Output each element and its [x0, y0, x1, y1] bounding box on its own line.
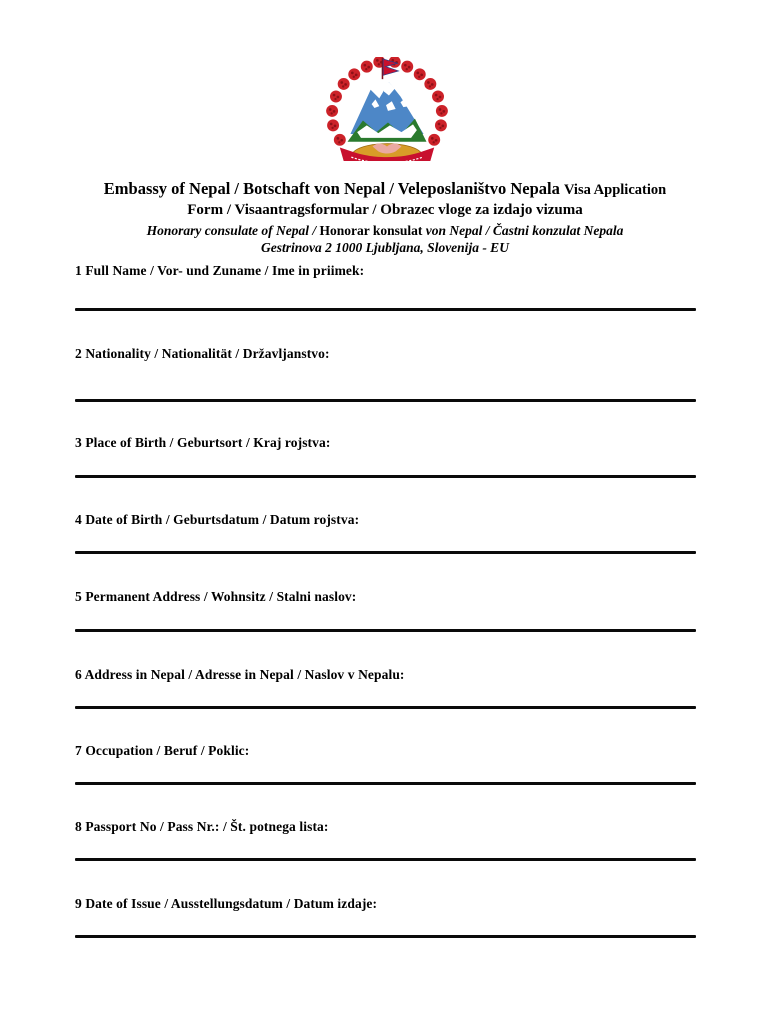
consulate-line-en: Honorary consulate of Nepal / [146, 223, 317, 238]
field-line-date-of-birth [75, 551, 696, 554]
field-line-passport-no [75, 858, 696, 861]
consulate-line-de: Honorar konsulat [319, 223, 423, 238]
document-title [0, 179, 770, 199]
field-line-address-in-nepal [75, 706, 696, 709]
nepal-coat-of-arms-emblem [324, 57, 450, 161]
field-line-full-name [75, 308, 696, 311]
document-subtitle: Form / Visaantragsformular / Obrazec vloge za izdajo vizuma [187, 202, 583, 218]
field-line-nationality [75, 399, 696, 402]
field-label-date-of-issue: 9 Date of Issue / Ausstellungsdatum / Datum izdaje: [75, 896, 378, 911]
field-line-place-of-birth [75, 475, 696, 478]
consulate-address: Gestrinova 2 1000 Ljubljana, Slovenija - EU [261, 240, 509, 255]
field-label-full-name: 1 Full Name / Vor- und Zuname / Ime in priimek: [75, 263, 365, 278]
field-label-passport-no: 8 Passport No / Pass Nr.: / Št. potnega lista: [75, 819, 329, 834]
field-label-permanent-address: 5 Permanent Address / Wohnsitz / Stalni naslov: [75, 589, 357, 604]
title-suffix: Visa Application [564, 182, 667, 198]
field-label-address-in-nepal: 6 Address in Nepal / Adresse in Nepal / Naslov v Nepalu: [75, 667, 405, 682]
field-line-occupation [75, 782, 696, 785]
field-label-date-of-birth: 4 Date of Birth / Geburtsdatum / Datum rojstva: [75, 512, 360, 527]
field-line-permanent-address [75, 629, 696, 632]
field-label-occupation: 7 Occupation / Beruf / Poklic: [75, 743, 250, 758]
consulate-line [0, 223, 770, 239]
field-label-place-of-birth: 3 Place of Birth / Geburtsort / Kraj rojstva: [75, 435, 331, 450]
title-main: Embassy of Nepal / Botschaft von Nepal / Veleposlaništvo Nepala [103, 179, 560, 198]
field-label-nationality: 2 Nationality / Nationalität / Državljanstvo: [75, 346, 330, 361]
consulate-line-sl: von Nepal / Častni konzulat Nepala [425, 223, 624, 238]
field-line-date-of-issue [75, 935, 696, 938]
